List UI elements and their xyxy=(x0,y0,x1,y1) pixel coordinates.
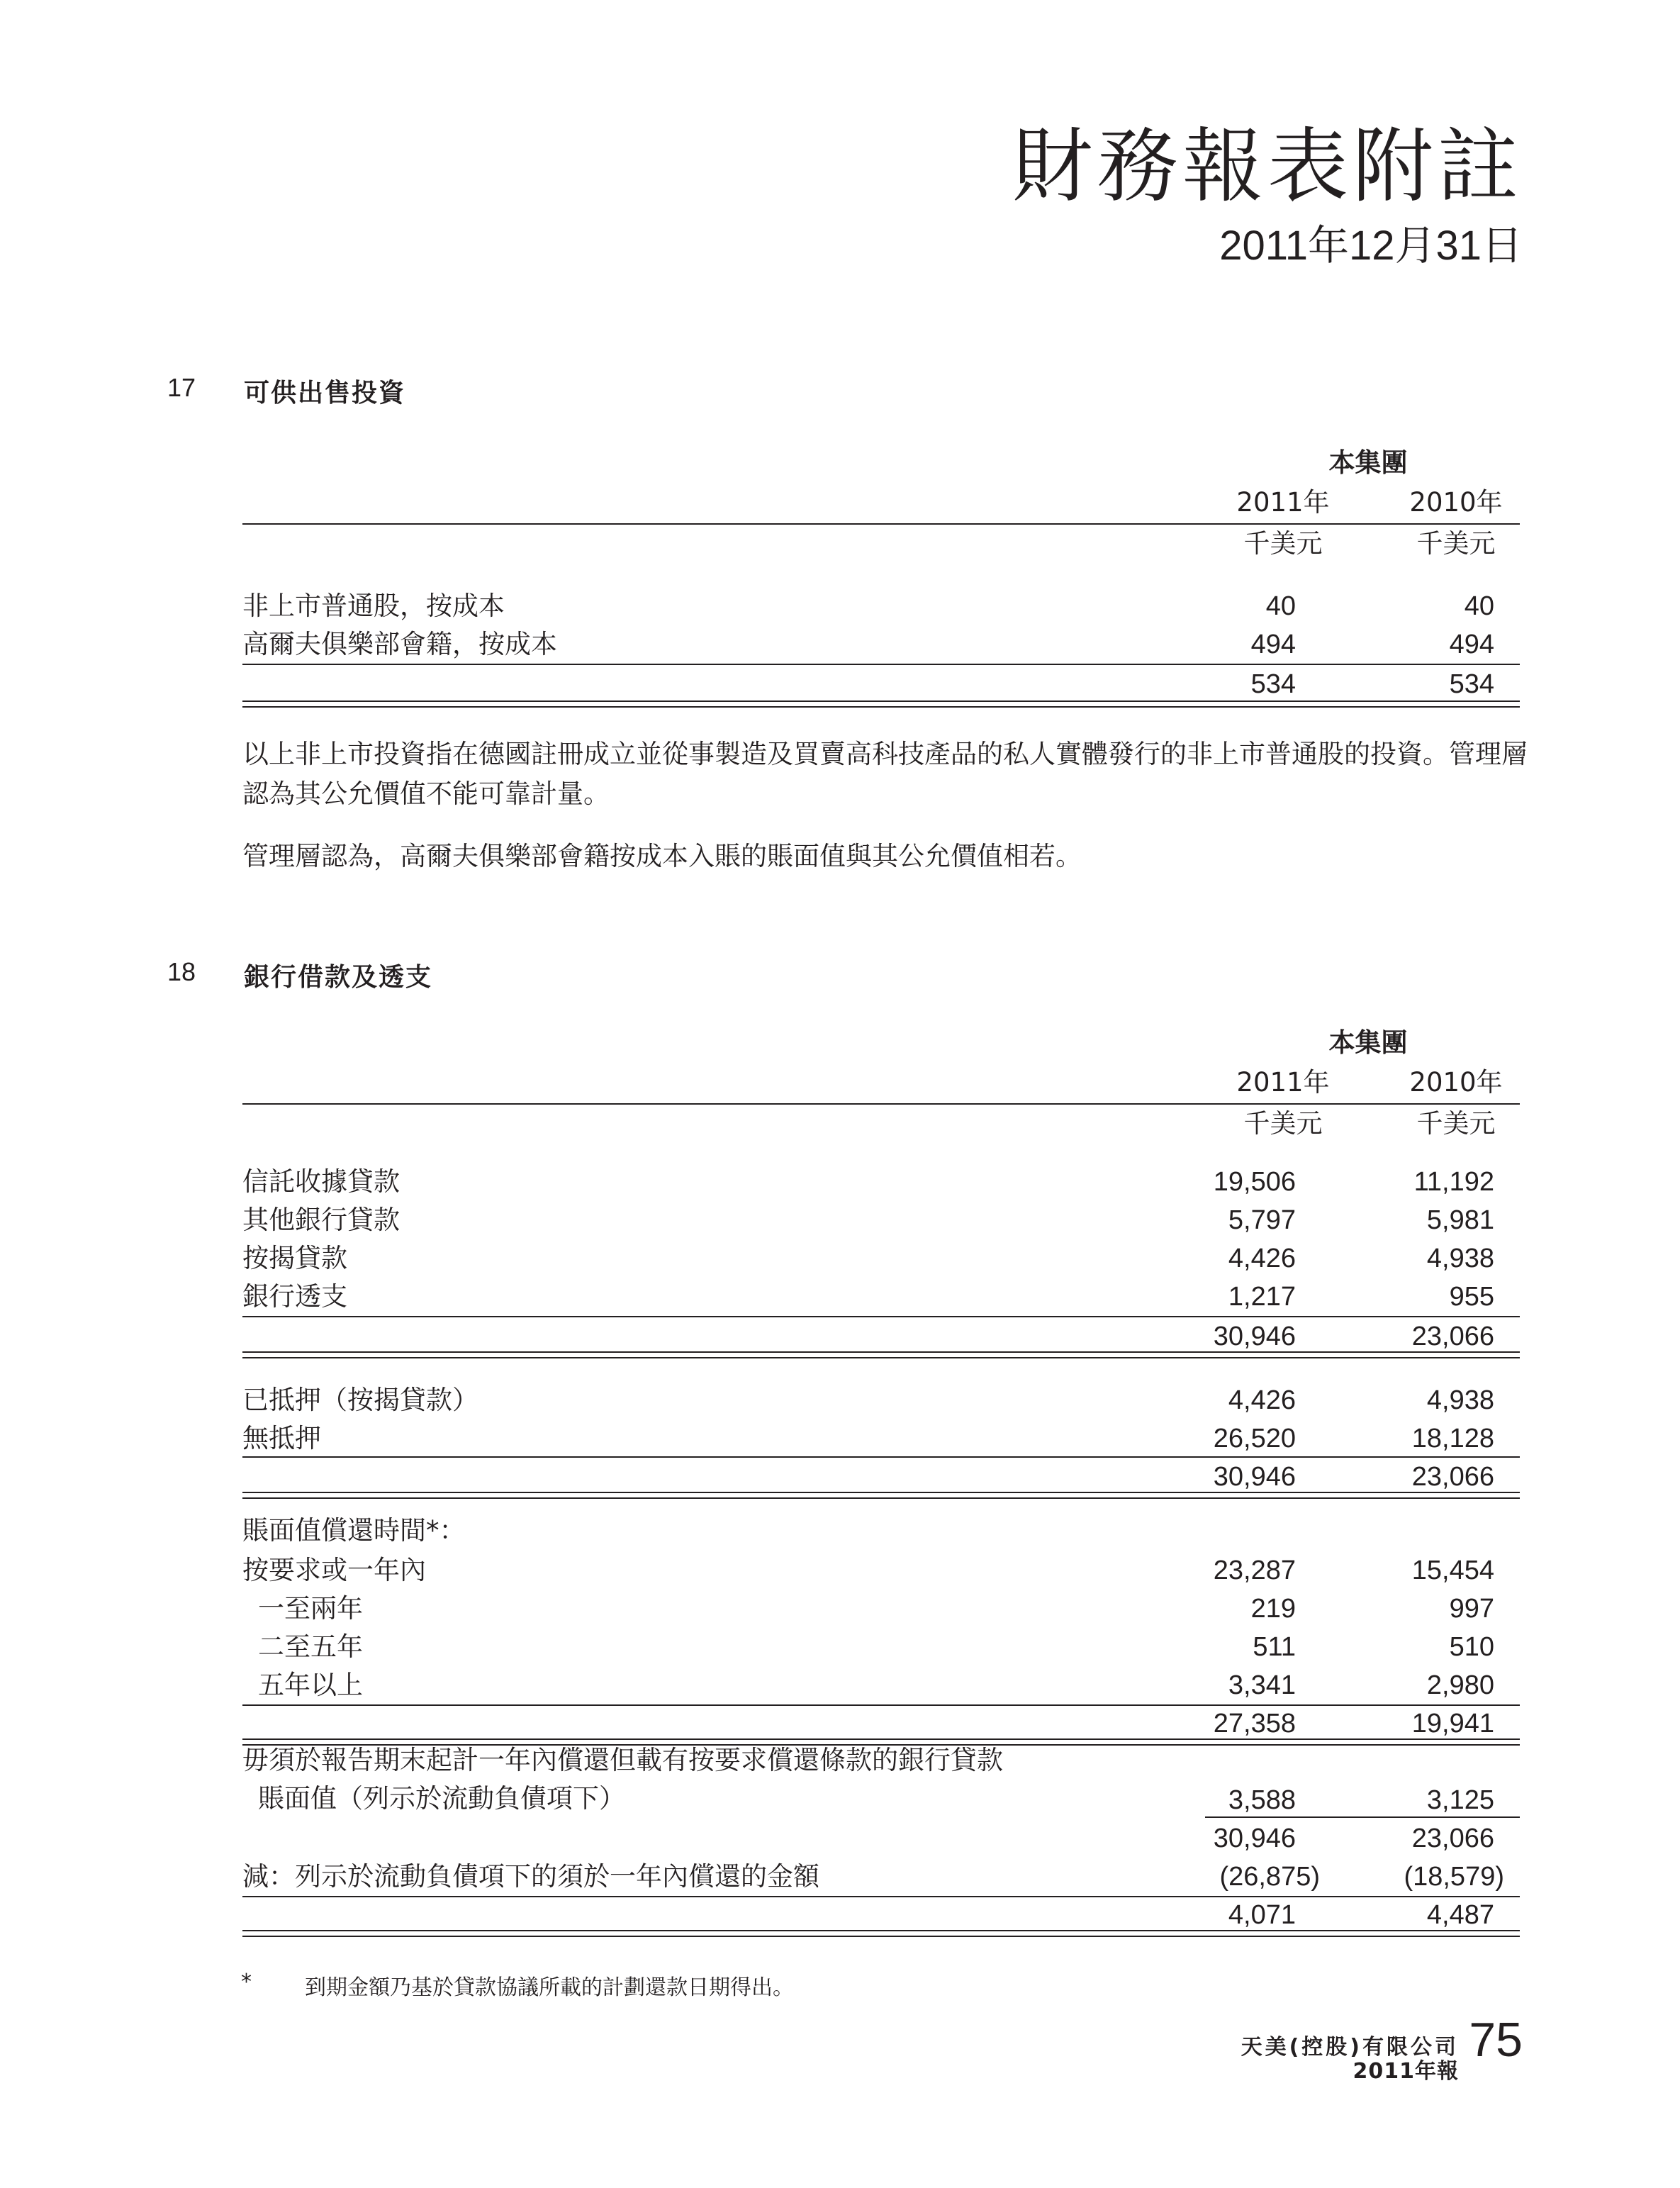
s18-b3-label: 一至兩年 xyxy=(258,1593,363,1624)
footer-report: 2011年報 xyxy=(1353,2059,1459,2084)
s18-b3-2011: 3,341 xyxy=(1228,1670,1296,1700)
s17-row-2011: 494 xyxy=(1250,630,1296,659)
s18-header-rule xyxy=(242,1103,1520,1105)
s18-b4-2011: 3,588 xyxy=(1228,1785,1296,1815)
s18-b1-2011: 5,797 xyxy=(1228,1205,1296,1235)
s18-group-label: 本集團 xyxy=(1328,1027,1408,1058)
s18-b3-label: 二至五年 xyxy=(258,1631,363,1662)
footer-company: 天美(控股)有限公司 xyxy=(1241,2035,1459,2060)
s17-col2-unit: 千美元 xyxy=(1416,528,1496,559)
s17-col2-year: 2010年 xyxy=(1409,487,1503,518)
s18-b3-2011: 511 xyxy=(1253,1632,1296,1662)
s18-b3-total-2011: 27,358 xyxy=(1213,1709,1296,1738)
s18-b4-line1: 毋須於報告期末起計一年內償還但載有按要求償還條款的銀行貸款 xyxy=(242,1745,1003,1775)
s18-b1-label: 其他銀行貸款 xyxy=(242,1205,400,1235)
s18-b4-2010: 3,125 xyxy=(1426,1785,1494,1815)
page-date: 2011年12月31日 xyxy=(1219,223,1523,269)
s17-col1-year: 2011年 xyxy=(1236,487,1330,518)
s18-b1-label: 按揭貸款 xyxy=(242,1243,347,1273)
s17-row-label: 高爾夫俱樂部會籍，按成本 xyxy=(242,629,557,659)
s18-b1-total-rule xyxy=(242,1316,1520,1317)
s18-less-2010: (18,579) xyxy=(1404,1862,1504,1892)
s17-total-rule xyxy=(242,664,1520,665)
s18-final-2011: 4,071 xyxy=(1228,1900,1296,1930)
page-title: 財務報表附註 xyxy=(1012,119,1523,213)
s18-b2-label: 已抵押（按揭貸款） xyxy=(242,1385,478,1415)
s17-row-2010: 40 xyxy=(1464,591,1494,621)
s18-b2-2010: 18,128 xyxy=(1411,1424,1494,1453)
s18-b3-label: 五年以上 xyxy=(258,1670,363,1700)
s17-row-label: 非上市普通股，按成本 xyxy=(242,591,505,621)
s18-b3-total-rule xyxy=(242,1704,1520,1706)
s18-b3-2010: 15,454 xyxy=(1411,1556,1494,1585)
section-18-title: 銀行借款及透支 xyxy=(244,963,433,992)
s18-b3-label: 按要求或一年內 xyxy=(242,1555,426,1585)
s17-row-2011: 40 xyxy=(1265,591,1296,621)
section-17-title: 可供出售投資 xyxy=(244,379,406,408)
s18-subtotal-rule xyxy=(1205,1816,1520,1818)
s18-b1-total-2011: 30,946 xyxy=(1213,1322,1296,1351)
s18-b1-2010: 11,192 xyxy=(1413,1167,1494,1197)
s18-col1-year: 2011年 xyxy=(1236,1067,1330,1098)
s18-b3-2010: 997 xyxy=(1449,1594,1494,1624)
page-number: 75 xyxy=(1469,2013,1523,2067)
s18-b2-label: 無抵押 xyxy=(242,1423,321,1453)
s18-b4-line2: 賬面值（列示於流動負債項下） xyxy=(258,1783,625,1814)
s18-b2-2011: 4,426 xyxy=(1228,1385,1296,1415)
s17-total-2010: 534 xyxy=(1449,669,1494,699)
footnote-text: 到期金額乃基於貸款協議所載的計劃還款日期得出。 xyxy=(305,1975,794,2000)
s18-final-2010: 4,487 xyxy=(1426,1900,1494,1930)
s18-b1-total-2010: 23,066 xyxy=(1411,1322,1494,1351)
section-17-number: 17 xyxy=(167,373,196,402)
s18-b2-double-rule xyxy=(242,1492,1520,1499)
s17-row-2010: 494 xyxy=(1449,630,1494,659)
s18-b1-2011: 19,506 xyxy=(1213,1167,1296,1197)
s18-b1-label: 銀行透支 xyxy=(242,1281,347,1312)
s18-b1-2010: 5,981 xyxy=(1426,1205,1494,1235)
s18-col2-year: 2010年 xyxy=(1409,1067,1503,1098)
s18-col1-unit: 千美元 xyxy=(1243,1108,1323,1139)
s17-header-rule xyxy=(242,523,1520,525)
s18-subtotal-2010: 23,066 xyxy=(1411,1824,1494,1853)
s18-less-label: 減：列示於流動負債項下的須於一年內償還的金額 xyxy=(242,1861,819,1892)
s18-final-double-rule xyxy=(242,1930,1520,1937)
s17-paragraph-2: 管理層認為，高爾夫俱樂部會籍按成本入賬的賬面值與其公允價值相若。 xyxy=(242,841,1082,871)
s18-b2-total-2011: 30,946 xyxy=(1213,1462,1296,1492)
section-18-number: 18 xyxy=(167,957,196,986)
s18-b1-2010: 955 xyxy=(1449,1282,1494,1312)
footnote-mark: * xyxy=(241,1970,252,1994)
s18-b3-2011: 23,287 xyxy=(1213,1556,1296,1585)
s17-total-2011: 534 xyxy=(1250,669,1296,699)
s18-b2-2010: 4,938 xyxy=(1426,1385,1494,1415)
s18-b2-2011: 26,520 xyxy=(1213,1424,1296,1453)
s17-double-rule xyxy=(242,701,1520,708)
s18-b2-total-rule xyxy=(242,1456,1520,1458)
s18-b3-2011: 219 xyxy=(1250,1594,1296,1624)
s18-b1-2011: 1,217 xyxy=(1228,1282,1296,1312)
s18-col2-unit: 千美元 xyxy=(1416,1108,1496,1139)
s18-final-rule xyxy=(242,1896,1520,1897)
s18-b1-2010: 4,938 xyxy=(1426,1244,1494,1273)
s18-b2-total-2010: 23,066 xyxy=(1411,1462,1494,1492)
s17-col1-unit: 千美元 xyxy=(1243,528,1323,559)
s18-less-2011: (26,875) xyxy=(1219,1862,1320,1892)
s18-b3-2010: 510 xyxy=(1449,1632,1494,1662)
s18-b1-label: 信託收據貸款 xyxy=(242,1166,400,1197)
s17-paragraph-1: 以上非上市投資指在德國註冊成立並從事製造及買賣高科技產品的私人實體發行的非上市普通股的投資。管理層認為其公允價值不能可靠計量。 xyxy=(242,739,1528,809)
s18-b3-total-2010: 19,941 xyxy=(1411,1709,1494,1738)
s18-subtotal-2011: 30,946 xyxy=(1213,1824,1296,1853)
s17-group-label: 本集團 xyxy=(1328,447,1408,478)
s18-b1-double-rule xyxy=(242,1351,1520,1358)
s18-b1-2011: 4,426 xyxy=(1228,1244,1296,1273)
s18-b3-2010: 2,980 xyxy=(1426,1670,1494,1700)
s18-b3-heading: 賬面值償還時間*： xyxy=(242,1515,466,1546)
